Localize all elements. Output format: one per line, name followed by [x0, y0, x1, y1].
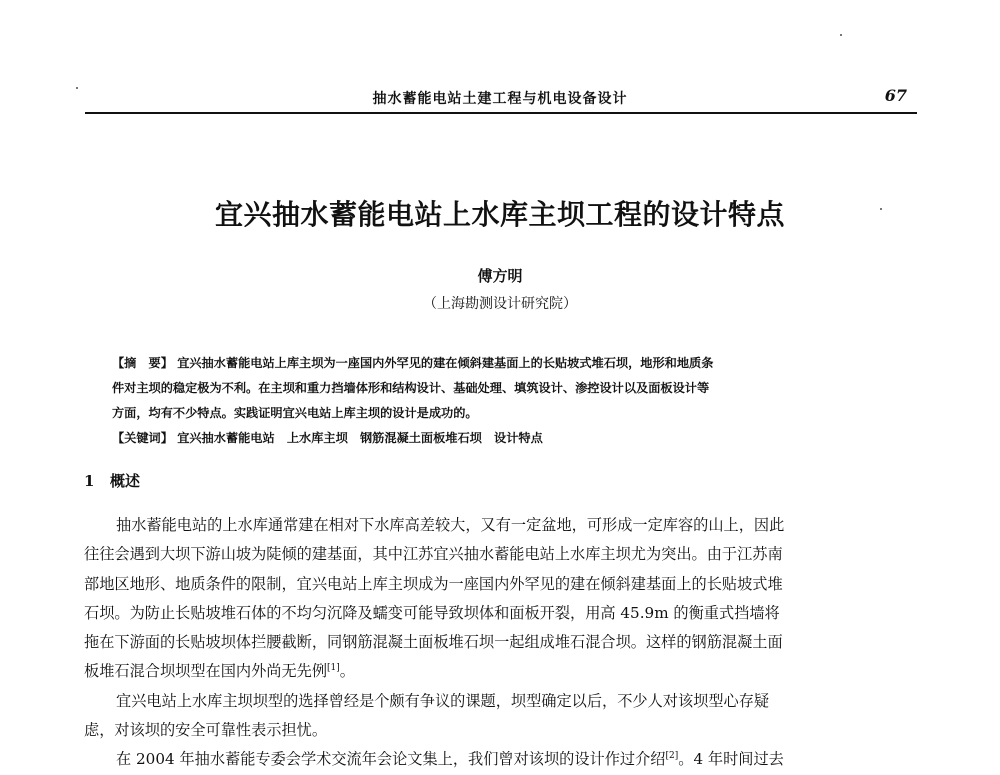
author-name: 傅方明	[477, 267, 523, 285]
section-heading	[84, 470, 140, 491]
paragraph-line: 抽水蓄能电站的上水库通常建在相对下水库高差较大，又有一定盆地，可形成一定库容的山上，因此	[116, 516, 785, 534]
paragraph-text: 在 2004 年抽水蓄能专委会学术交流年会论文集上，我们曾对该坝的设计作过介绍	[116, 750, 666, 769]
paragraph-line	[84, 657, 920, 686]
abstract-line	[112, 351, 908, 376]
keywords-line	[112, 426, 908, 451]
paragraph-line	[84, 745, 920, 774]
citation-ref: [2]	[665, 751, 679, 762]
abstract	[112, 351, 908, 451]
abstract-line: 件对主坝的稳定极为不利。在主坝和重力挡墙体形和结构设计、基础处理、填筑设计、渗控设计以及面板设计等	[112, 381, 710, 395]
author-affiliation: （上海勘测设计研究院）	[423, 296, 577, 312]
header-rule	[85, 112, 917, 114]
paragraph-text: 。	[339, 662, 355, 681]
section-number: 1	[84, 472, 95, 490]
abstract-text: 宜兴抽水蓄能电站上库主坝为一座国内外罕见的建在倾斜建基面上的长贴坡式堆石坝，地形和地质条	[177, 356, 714, 370]
paragraph-line: 拖在下游面的长贴坡坝体拦腰截断，同钢筋混凝土面板堆石坝一起组成堆石混合坝。这样的钢筋混凝土面	[84, 633, 783, 652]
abstract-label: 【摘 要】	[112, 356, 173, 370]
paragraph-line: 虑，对该坝的安全可靠性表示担忧。	[84, 721, 327, 740]
section-title: 概述	[110, 472, 141, 490]
paragraph-text: 板堆石混合坝坝型在国内外尚无先例	[84, 662, 327, 681]
page-number: 67	[884, 86, 907, 105]
scan-speck	[840, 34, 842, 36]
paragraph-line: 往往会遇到大坝下游山坡为陡倾的建基面，其中江苏宜兴抽水蓄能电站上水库主坝尤为突出。由于江苏南	[84, 545, 783, 564]
abstract-line: 方面，均有不少特点。实践证明宜兴电站上库主坝的设计是成功的。	[112, 406, 478, 420]
article-title: 宜兴抽水蓄能电站上水库主坝工程的设计特点	[214, 198, 785, 231]
citation-ref: [1]	[327, 663, 340, 674]
keywords-label: 【关键词】	[112, 431, 173, 445]
paragraph-line: 石坝。为防止长贴坡堆石体的不均匀沉降及蠕变可能导致坝体和面板开裂，用高 45.9m 的衡重式挡墙将	[84, 603, 780, 622]
running-header-title: 抽水蓄能电站土建工程与机电设备设计	[372, 91, 628, 107]
body-text	[84, 511, 920, 775]
paragraph-text: 。4 年时间过去	[678, 750, 784, 769]
paragraph-line: 部地区地形、地质条件的限制，宜兴电站上库主坝成为一座国内外罕见的建在倾斜建基面上的长贴坡式堆	[84, 574, 783, 593]
paragraph-line: 宜兴电站上水库主坝坝型的选择曾经是个颇有争议的课题，坝型确定以后，不少人对该坝型心存疑	[116, 691, 770, 710]
keywords-text: 宜兴抽水蓄能电站 上水库主坝 钢筋混凝土面板堆石坝 设计特点	[177, 431, 543, 445]
